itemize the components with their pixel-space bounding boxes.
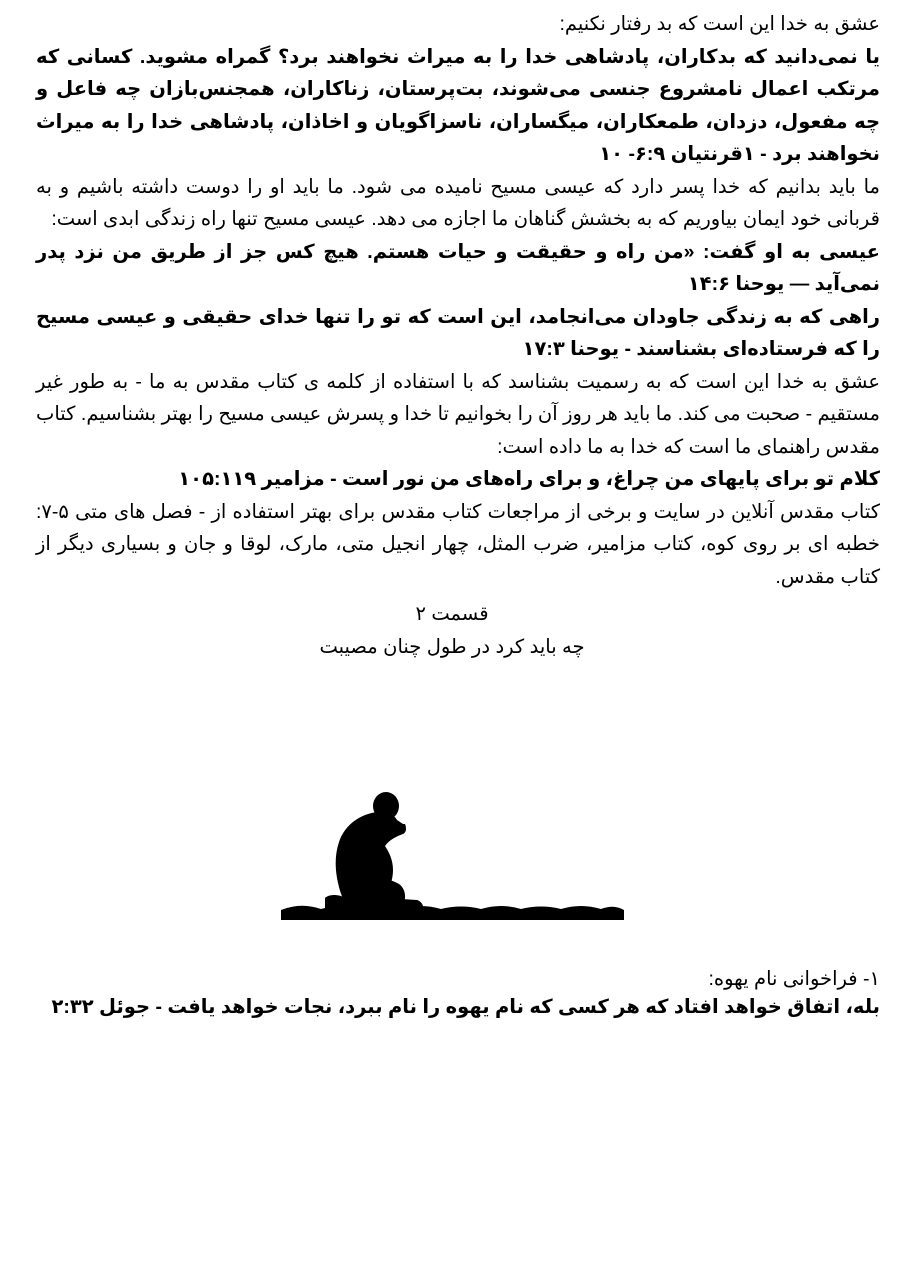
section-label: قسمت ۲ bbox=[415, 603, 489, 625]
scripture-quote-joel: بله، اتفاق خواهد افتاد که هر کسی که نام یهوه را نام ببرد، نجات خواهد یافت - جوئل ۲:۳۲ bbox=[51, 996, 880, 1018]
list-item-1: ۱- فراخوانی نام یهوه: bbox=[708, 968, 880, 990]
bible-paragraph: عشق به خدا این است که به رسمیت بشناسد که با استفاده از کلمه ی کتاب مقدس به ما - به طور غیر مستقیم - صحبت می کند. ما باید هر روز آن را بخوانیم تا خدا و پسرش عیسی مسیح را بهتر بشناسیم. کتاب مقدس راهنمای ما است که خدا به ما داده است: bbox=[36, 370, 880, 458]
document-body bbox=[36, 8, 880, 593]
scripture-quote-john-14: عیسی به او گفت: «من راه و حقیقت و حیات هستم. هیچ کس جز از طریق من نزد پدر نمی‌آید — یوحنا ۱۴:۶ bbox=[36, 240, 880, 295]
scripture-quote-psalms: کلام تو برای پایهای من چراغ، و برای راه‌های من نور است - مزامیر ۱۰۵:۱۱۹ bbox=[178, 468, 880, 490]
scripture-quote-corinthians: یا نمی‌دانید که بدکاران، پادشاهی خدا را به میراث نخواهند برد؟ گمراه مشوید. کسانی که مرتکب اعمال نامشروع جنسی می‌شوند، بت‌پرستان، زناکاران، همجنس‌بازان چه فاعل و چه مفعول، دزدان، طمعکاران، میگساران، ناسزاگویان و اخاذان، پادشاهی خدا را به میراث نخواهند برد - ۱قرنتیان ۶:۹- ۱۰ bbox=[36, 45, 880, 165]
section-title: چه باید کرد در طول چنان مصیبت bbox=[319, 635, 585, 658]
scripture-quote-john-17: راهی که به زندگی جاودان می‌انجامد، این است که تو را تنها خدای حقیقی و عیسی مسیح را که فرستاده‌ای بشناسند - یوحنا ۱۷:۳ bbox=[36, 305, 880, 360]
section-heading bbox=[0, 598, 904, 663]
intro-paragraph: عشق به خدا این است که بد رفتار نکنیم: bbox=[559, 13, 880, 35]
bible-online-paragraph: کتاب مقدس آنلاین در سایت و برخی از مراجعات کتاب مقدس برای بهتر استفاده از - فصل های متی ۵-۷: خطبه ای بر روی کوه، کتاب مزامیر، ضرب المثل، چهار انجیل متی، مارک، لوقا و جان و بسیاری دیگر از کتاب مقدس. bbox=[36, 500, 880, 588]
call-section bbox=[36, 965, 880, 1021]
jesus-paragraph: ما باید بدانیم که خدا پسر دارد که عیسی مسیح نامیده می شود. ما باید او را دوست داشته باشیم و به قربانی خود ایمان بیاوریم که به بخشش گناهان ما اجازه می دهد. عیسی مسیح تنها راه زندگی ابدی است: bbox=[36, 175, 880, 230]
kneeling-prayer-icon bbox=[281, 790, 624, 924]
